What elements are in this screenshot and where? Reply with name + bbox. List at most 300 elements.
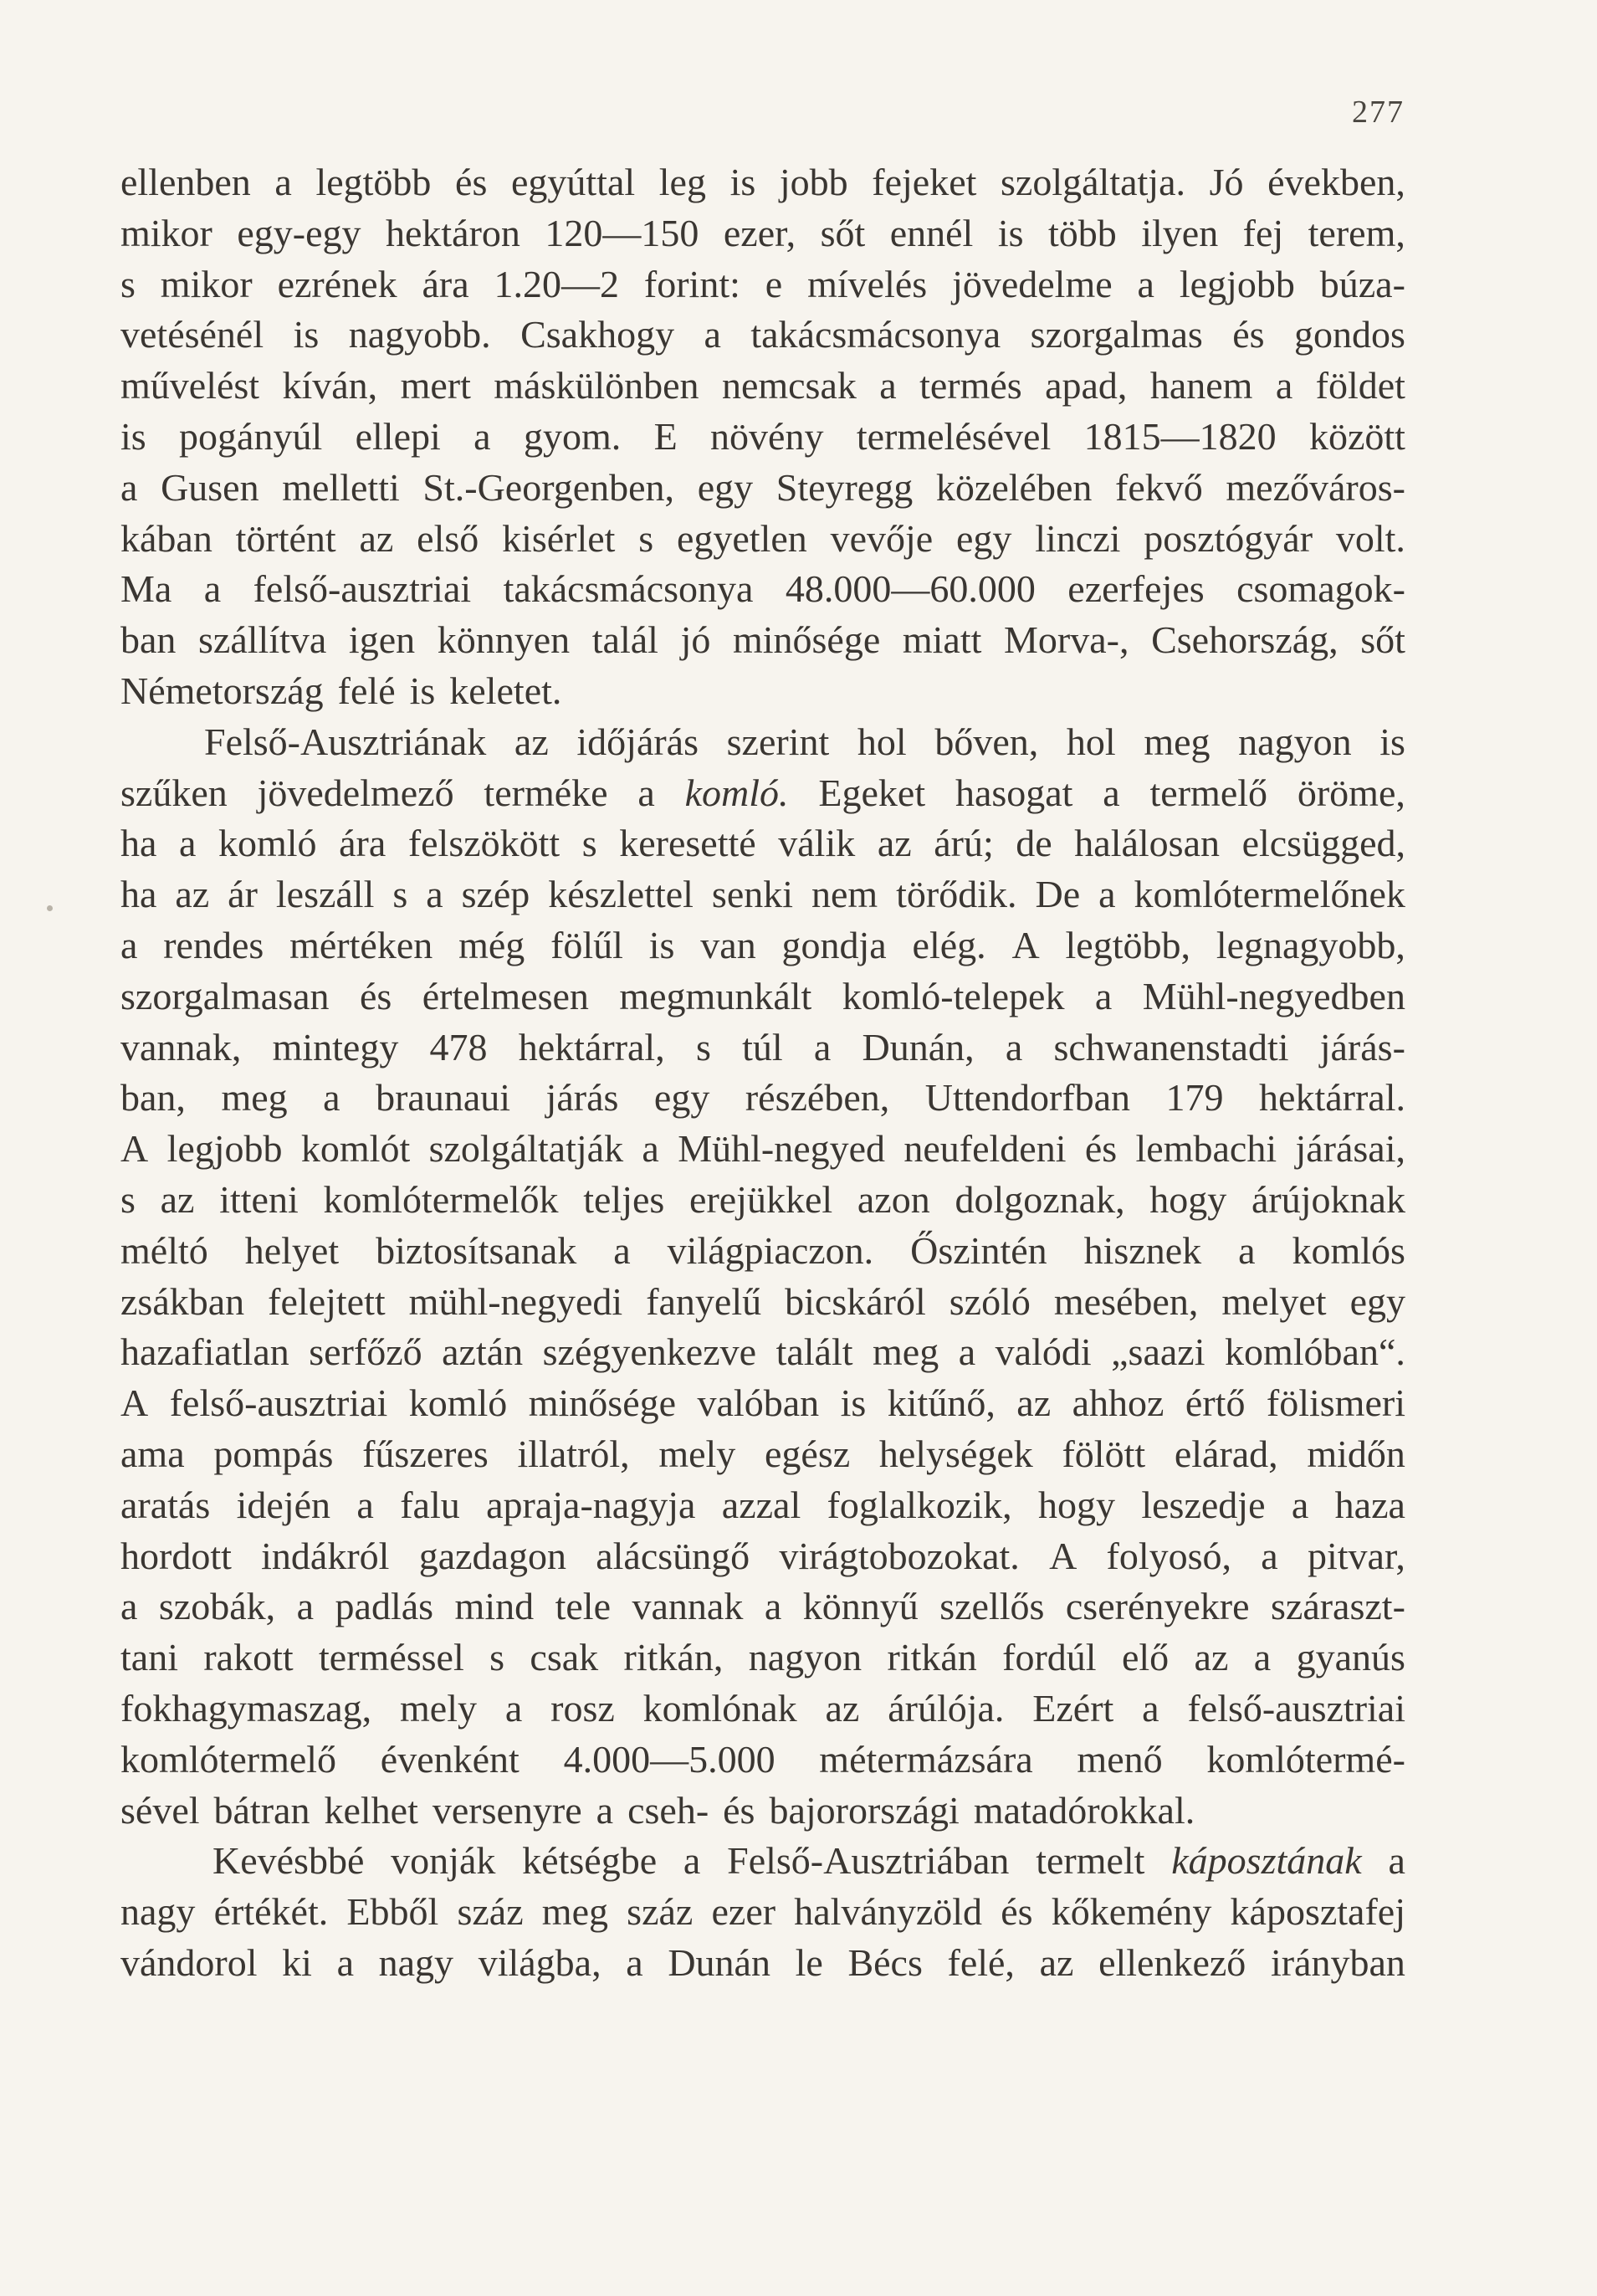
word: a: [473, 414, 491, 458]
word: szorgalmas: [1030, 313, 1203, 356]
word: öröme,: [1297, 771, 1405, 814]
word: komló.: [684, 771, 789, 814]
word: helyet: [244, 1228, 340, 1272]
word: le: [795, 1940, 823, 1984]
word: Bécs: [847, 1940, 923, 1984]
word: 1.20—2: [494, 262, 620, 305]
text-line: [120, 1277, 1405, 1328]
text-line: [120, 1022, 1405, 1074]
word: Ebből: [346, 1890, 439, 1934]
word: nagyon: [1238, 720, 1352, 763]
word: komló: [218, 822, 317, 865]
word: és: [359, 974, 392, 1017]
word: fanyelű: [646, 1279, 762, 1323]
word: s: [581, 822, 597, 865]
word: fej: [1242, 211, 1284, 254]
word: a: [637, 771, 655, 814]
word: s: [638, 516, 654, 560]
word: Felső-Ausztriának: [204, 720, 487, 763]
word: a: [426, 873, 443, 916]
word: szorgalmasan: [120, 974, 330, 1017]
word: Morva-,: [1004, 618, 1129, 662]
word: a: [879, 364, 897, 407]
word: komlónak: [642, 1686, 797, 1730]
word: hogy: [1037, 1483, 1115, 1526]
word: 478: [429, 1025, 488, 1069]
text-line: [120, 1786, 1405, 1837]
word: és: [1232, 313, 1265, 356]
word: Őszintén: [910, 1228, 1047, 1272]
word: Jó: [1209, 161, 1244, 203]
word: a: [683, 1839, 701, 1883]
word: terméke: [484, 771, 608, 814]
word: Steyregg: [775, 465, 914, 509]
word: válik: [778, 822, 856, 865]
word: komlós: [1292, 1228, 1405, 1272]
text-line: [120, 1480, 1405, 1531]
word: kelhet: [324, 1788, 418, 1832]
word: haza: [1334, 1483, 1405, 1526]
text-line: [120, 564, 1405, 615]
text-line: [120, 1581, 1405, 1632]
word: a: [704, 313, 721, 356]
word: búza-: [1319, 262, 1405, 305]
word: leszáll: [275, 873, 375, 916]
word: túl: [742, 1025, 783, 1069]
text-line: [120, 768, 1405, 819]
word: keletet.: [449, 669, 562, 712]
word: tani: [120, 1636, 178, 1679]
word: száz: [457, 1890, 524, 1934]
word: talált: [775, 1330, 853, 1374]
word: s: [392, 873, 408, 916]
word: szobák,: [158, 1585, 276, 1628]
word: 4.000—5.000: [563, 1737, 775, 1781]
word: mühl-negyedi: [408, 1279, 623, 1323]
word: biztosítsanak: [376, 1228, 577, 1272]
word: vándorol: [120, 1940, 258, 1984]
word: a: [120, 923, 138, 966]
word: hektárral.: [1259, 1076, 1405, 1120]
word: kitűnő,: [887, 1381, 996, 1425]
word: mikor: [160, 262, 253, 305]
word: a: [764, 1585, 782, 1628]
word: apraja-nagyja: [486, 1483, 696, 1526]
word: komló-telepek: [842, 974, 1065, 1017]
word: ritkán,: [623, 1636, 724, 1679]
word: a: [1094, 974, 1113, 1017]
word: is: [840, 1381, 867, 1425]
text-line: [120, 717, 1405, 768]
word: midőn: [1307, 1432, 1405, 1475]
word: jó: [680, 618, 711, 662]
word: felé,: [947, 1940, 1015, 1984]
word: első: [417, 516, 479, 560]
word: és: [1001, 1890, 1033, 1934]
word: igen: [348, 618, 416, 662]
word: Dunán: [668, 1940, 770, 1984]
text-line: [120, 361, 1405, 412]
word: az: [1039, 1940, 1074, 1984]
word: ellenben: [120, 161, 251, 203]
word: padlás: [335, 1585, 434, 1628]
word: nem: [811, 873, 878, 916]
word: fokhagymaszag,: [120, 1686, 372, 1730]
word: e: [765, 262, 783, 305]
word: mind: [454, 1585, 535, 1628]
word: takácsmácsonya: [503, 567, 754, 611]
word: közelében: [935, 465, 1093, 509]
word: ezrének: [277, 262, 397, 305]
word: és: [1084, 1127, 1118, 1171]
word: törődik.: [896, 873, 1017, 916]
word: a: [1291, 1483, 1309, 1526]
word: nagyon: [748, 1636, 862, 1679]
word: legtöbb: [315, 161, 432, 203]
word: évenként: [380, 1737, 520, 1781]
word: a: [1137, 262, 1154, 305]
text-line: [120, 208, 1405, 259]
word: elárad,: [1174, 1432, 1278, 1475]
word: árújoknak: [1251, 1177, 1405, 1221]
word: földet: [1315, 364, 1405, 407]
word: Kevésbbé: [212, 1839, 365, 1883]
word: csomagok-: [1236, 567, 1405, 611]
word: idején: [236, 1483, 331, 1526]
word: járás-: [1319, 1025, 1405, 1069]
word: mert: [400, 364, 471, 407]
word: De: [1035, 873, 1081, 916]
word: a: [1103, 771, 1120, 814]
word: ellepi: [355, 414, 441, 458]
word: leg: [658, 161, 706, 203]
word: az: [1016, 1381, 1052, 1425]
word: terem,: [1308, 211, 1405, 254]
word: ilyen: [1141, 211, 1219, 254]
word: erejükkel: [689, 1177, 833, 1221]
word: részében,: [745, 1076, 890, 1120]
word: E: [653, 414, 678, 458]
word: bajorországi: [769, 1788, 960, 1832]
word: szellős: [939, 1585, 1045, 1628]
word: mértéken: [289, 923, 433, 966]
word: s: [695, 1025, 711, 1069]
word: teljes: [583, 1177, 665, 1221]
word: árú;: [934, 822, 994, 865]
word: melyet: [1221, 1279, 1327, 1323]
word: vonják: [391, 1839, 496, 1883]
word: vetésénél: [120, 313, 264, 356]
margin-mark: [47, 905, 53, 911]
text-line: [120, 514, 1405, 565]
word: felső-ausztriai: [169, 1381, 388, 1425]
text-line: [120, 310, 1405, 361]
word: Németország: [120, 669, 324, 712]
word: ellenkező: [1098, 1940, 1246, 1984]
word: és: [455, 161, 488, 203]
word: szállítva: [198, 618, 327, 662]
word: itteni: [219, 1177, 299, 1221]
word: a: [178, 822, 197, 865]
word: bicskáról: [785, 1279, 926, 1323]
word: is: [648, 923, 675, 966]
word: matadórokkal.: [973, 1788, 1195, 1832]
word: termelésével: [856, 414, 1052, 458]
word: a: [274, 161, 292, 203]
word: kíván,: [282, 364, 378, 407]
word: elő: [1121, 1636, 1170, 1679]
word: a: [323, 1076, 340, 1120]
word: értő: [1185, 1381, 1246, 1425]
word: gondja: [781, 923, 887, 966]
word: termelő: [1149, 771, 1268, 814]
word: kétségbe: [522, 1839, 658, 1883]
word: sével: [120, 1788, 200, 1832]
word: szerint: [726, 720, 830, 763]
word: a: [203, 567, 222, 611]
word: kában: [120, 516, 212, 560]
word: zsákban: [120, 1279, 245, 1323]
text-line: [120, 1429, 1405, 1480]
word: versenyre: [432, 1788, 582, 1832]
page-number: 277: [1352, 95, 1405, 130]
word: mely: [400, 1686, 478, 1730]
word: komlótermelő: [120, 1737, 337, 1781]
word: jövedelme: [952, 262, 1113, 305]
word: években,: [1267, 161, 1405, 203]
word: alácsüngő: [596, 1534, 750, 1577]
word: keresetté: [619, 822, 756, 865]
word: pogányúl: [179, 414, 323, 458]
word: melletti: [282, 465, 400, 509]
word: a: [120, 465, 138, 509]
word: mezőváros-: [1226, 465, 1405, 509]
text-line: [120, 1531, 1405, 1582]
body-text: [120, 157, 1405, 1989]
word: pompás: [213, 1432, 334, 1475]
word: talál: [591, 618, 658, 662]
word: káposztafej: [1230, 1890, 1405, 1934]
word: száz: [627, 1890, 694, 1934]
word: is: [293, 313, 320, 356]
text-line: [120, 1938, 1405, 1989]
word: a: [296, 1585, 315, 1628]
word: fölismeri: [1266, 1381, 1405, 1425]
word: egy-egy: [237, 211, 361, 254]
word: a: [813, 1025, 832, 1069]
word: könnyen: [437, 618, 571, 662]
word: az: [877, 822, 912, 865]
word: hol: [1066, 720, 1116, 763]
word: minősége: [732, 618, 881, 662]
word: minősége: [528, 1381, 677, 1425]
word: forint:: [643, 262, 740, 305]
word: s: [489, 1636, 505, 1679]
word: pitvar,: [1307, 1534, 1405, 1577]
word: s: [120, 1177, 136, 1221]
text-line: [120, 463, 1405, 514]
word: serfőző: [309, 1330, 422, 1374]
word: között: [1308, 414, 1405, 458]
text-line: [120, 1073, 1405, 1124]
word: fűszeres: [362, 1432, 489, 1475]
word: nagy: [378, 1940, 454, 1984]
word: a: [1238, 1228, 1256, 1272]
word: ezer,: [723, 211, 796, 254]
word: A: [120, 1381, 149, 1425]
word: cseh-: [627, 1788, 709, 1832]
word: komlót: [300, 1127, 411, 1171]
word: nagyobb.: [348, 313, 491, 356]
word: az: [359, 516, 394, 560]
word: meg: [541, 1890, 608, 1934]
word: A: [1011, 923, 1040, 966]
word: valódi: [995, 1330, 1092, 1374]
word: ár: [228, 873, 258, 916]
text-line: [120, 1684, 1405, 1735]
word: is: [729, 161, 756, 203]
word: bátran: [213, 1788, 310, 1832]
word: St.-Georgenben,: [422, 465, 675, 509]
word: mesében,: [1053, 1279, 1199, 1323]
word: ama: [120, 1432, 185, 1475]
word: káposztának: [1171, 1839, 1362, 1883]
word: elcsügged,: [1241, 822, 1405, 865]
word: is: [1379, 720, 1405, 763]
word: mikor: [120, 211, 212, 254]
text-line: [120, 1378, 1405, 1429]
word: egyúttal: [510, 161, 636, 203]
text-line: [120, 1124, 1405, 1175]
word: fölűl: [550, 923, 623, 966]
word: lembachi: [1135, 1127, 1277, 1171]
word: ára: [422, 262, 469, 305]
word: komlótermé-: [1206, 1737, 1405, 1781]
word: Ezért: [1032, 1686, 1114, 1730]
text-line: [120, 1836, 1405, 1887]
word: szép: [461, 873, 530, 916]
word: a: [336, 1940, 354, 1984]
word: „saazi: [1111, 1330, 1205, 1374]
word: ára: [339, 822, 386, 865]
word: ha: [120, 873, 157, 916]
word: kőkemény: [1051, 1890, 1212, 1934]
text-line: [120, 1735, 1405, 1786]
word: a: [642, 1127, 659, 1171]
word: fejeket: [872, 161, 977, 203]
word: egész: [765, 1432, 851, 1475]
word: illatról,: [517, 1432, 630, 1475]
word: szóló: [949, 1279, 1031, 1323]
text-line: [120, 259, 1405, 310]
word: növény: [710, 414, 824, 458]
word: vannak: [632, 1585, 744, 1628]
word: járásai,: [1295, 1127, 1405, 1171]
word: Mühl-negyedben: [1142, 974, 1405, 1017]
word: azon: [857, 1177, 930, 1221]
word: nemcsak: [721, 364, 857, 407]
word: hasogat: [955, 771, 1073, 814]
text-line: [120, 869, 1405, 920]
word: megmunkált: [619, 974, 812, 1017]
word: senki: [711, 873, 794, 916]
word: ban,: [120, 1076, 186, 1120]
word: linczi: [1035, 516, 1121, 560]
word: könnyű: [802, 1585, 919, 1628]
word: gondos: [1293, 313, 1405, 356]
word: volt.: [1335, 516, 1405, 560]
word: halványzöld: [794, 1890, 983, 1934]
word: posztógyár: [1144, 516, 1313, 560]
word: hanem: [1149, 364, 1253, 407]
word: indákról: [261, 1534, 390, 1577]
word: egy: [956, 516, 1012, 560]
word: az: [175, 873, 210, 916]
word: még: [458, 923, 525, 966]
word: a: [1253, 1636, 1272, 1679]
word: legjobb: [166, 1127, 283, 1171]
word: ahhoz: [1072, 1381, 1164, 1425]
word: a: [958, 1330, 976, 1374]
word: nagy: [120, 1890, 196, 1934]
word: de: [1016, 822, 1052, 865]
word: a: [1098, 873, 1116, 916]
text-line: [120, 1226, 1405, 1277]
word: több: [1047, 211, 1117, 254]
word: 179: [1165, 1076, 1224, 1120]
word: felszökött: [407, 822, 560, 865]
word: schwanenstadti: [1053, 1025, 1289, 1069]
word: Felső-Ausztriában: [727, 1839, 1010, 1883]
word: Mühl-negyed: [678, 1127, 886, 1171]
text-line: [120, 971, 1405, 1022]
word: a: [120, 1585, 138, 1628]
word: csak: [530, 1636, 599, 1679]
word: az: [825, 1686, 860, 1730]
word: Dunán,: [862, 1025, 975, 1069]
word: az: [160, 1177, 195, 1221]
word: ennél: [889, 211, 974, 254]
word: Gusen: [161, 465, 259, 509]
word: ritkán: [887, 1636, 977, 1679]
word: értelmesen: [422, 974, 589, 1017]
word: hektárral,: [518, 1025, 665, 1069]
word: meg: [873, 1330, 939, 1374]
word: ban: [120, 618, 177, 662]
word: felejtett: [268, 1279, 386, 1323]
word: felé: [337, 669, 396, 712]
word: a: [504, 1686, 523, 1730]
word: időjárás: [576, 720, 699, 763]
text-line: [120, 1327, 1405, 1378]
word: készlettel: [548, 873, 694, 916]
word: a: [1275, 364, 1293, 407]
word: ezerfejes: [1067, 567, 1205, 611]
word: fekvő: [1115, 465, 1203, 509]
word: is: [409, 669, 436, 712]
word: ha: [120, 822, 157, 865]
word: 48.000—60.000: [785, 567, 1036, 611]
word: világba,: [478, 1940, 601, 1984]
text-line: [120, 1175, 1405, 1226]
word: ezer: [711, 1890, 776, 1934]
word: az: [1194, 1636, 1229, 1679]
word: foglalkozik,: [827, 1483, 1012, 1526]
word: vevője: [830, 516, 934, 560]
word: virágtobozokat.: [779, 1534, 1020, 1577]
word: máskülönben: [494, 364, 699, 407]
word: rendes: [163, 923, 264, 966]
